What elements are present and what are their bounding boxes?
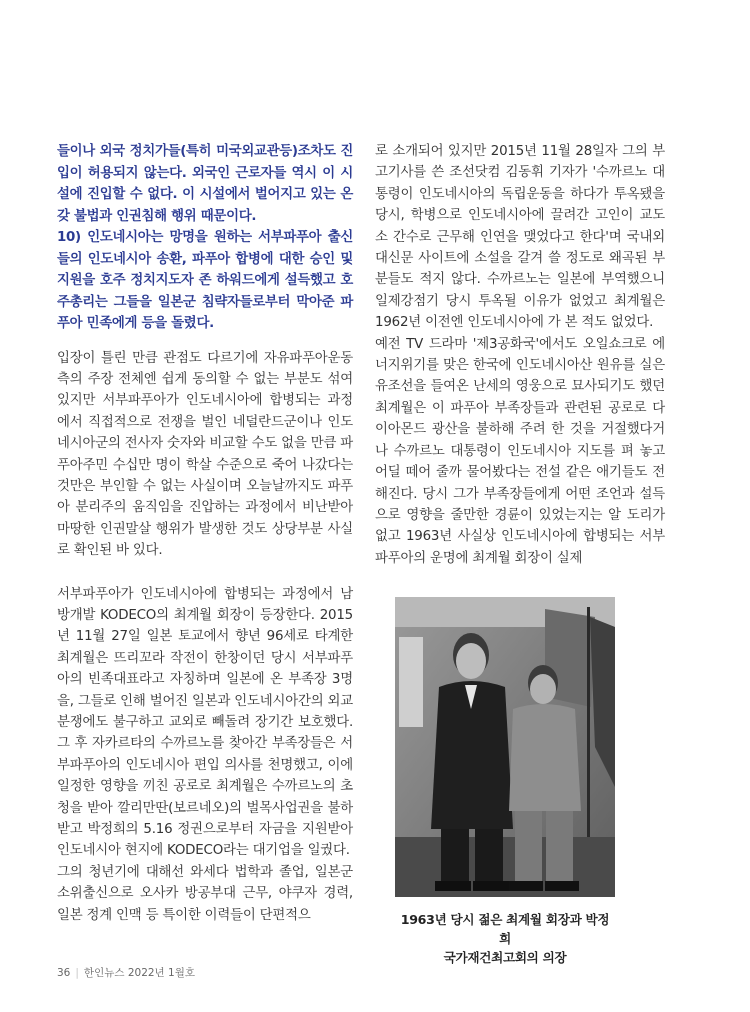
left-body-text: [57, 348, 353, 927]
photo-caption: [395, 910, 615, 967]
body-paragraph: 로 소개되어 있지만 2015년 11월 28일자 그의 부고기사를 쓴 조선닷컴 김동휘 기자가 '수까르노 대통령이 인도네시아의 독립운동을 하다가 투옥됐을 당시, 학병으로 인도네시아에 끌려간 고인이 교도소 간수로 근무해 인연을 맺었다고 한다'며 국내외대신문 사이트에 소설을 갈겨 쓸 정도로 왜곡된 부분들도 적지 않다. 수까르노는 일본에 부역했으니 일제강점기 당시 투옥될 이유가 없었고 최계월은 1962년 이전엔 인도네시아에 가 본 적도 없었다.: [375, 144, 665, 331]
caption-line: 국가재건최고회의 의장: [443, 950, 567, 965]
right-column: [375, 141, 665, 569]
highlight-paragraph: 들이나 외국 정치가들(특히 미국외교관등)조차도 진입이 허용되지 않는다. 외국인 근로자들 역시 이 시설에 진입할 수 없다. 이 시설에서 벌어지고 있는 온갖 불법과 인권침해 행위 때문이다.: [57, 144, 353, 224]
body-paragraph: 서부파푸아가 인도네시아에 합병되는 과정에서 남방개발 KODECO의 최계월 회장이 등장한다. 2015년 11월 27일 일본 토교에서 향년 96세로 타계한 최계월은 뜨리꼬라 작전이 한창이던 당시 서부파푸아의 빈족대표라고 자칭하며 일본에 온 부족장 3명을, 그들로 인해 벌어진 일본과 인도네시아간의 외교분쟁에도 불구하고 교외로 빼돌려 장기간 보호했다. 그 후 자카르타의 수까르노를 찾아간 부족장들은 서부파푸아의 인도네시아 편입 의사를 천명했고, 이에 일정한 영향을 끼친 공로로 최계월은 수까르노의 초청을 받아 깔리만딴(보르네오)의 벌목사업권을 불하받고 박정희의 5.16 정권으로부터 자금을 지원받아 인도네시아 현지에 KODECO라는 대기업을 일궜다.: [57, 586, 353, 859]
page-number: 36: [57, 967, 71, 979]
page-footer: [57, 965, 195, 980]
body-paragraph: 예전 TV 드라마 '제3공화국'에서도 오일쇼크로 에너지위기를 맞은 한국에 인도네시아산 원유를 실은 유조선을 들여온 난세의 영웅으로 묘사되기도 했던 최계월은 이 파푸아 부족장들과 관련된 공로로 다이아몬드 광산을 불하해 주려 한 것을 거절했다거나 수까르노 대통령이 인도네시아 지도를 펴 놓고 어딜 떼어 줄까 물어봤다는 전설 같은 애기들도 전해진다. 당시 그가 부족장들에게 어떤 조언과 설득으로 영향을 줄만한 경륜이 있었는지는 알 도리가 없고 1963년 사실상 인도네시아에 합병되는 서부파푸아의 운명에 최계월 회장이 실제: [375, 336, 665, 566]
highlight-paragraph: 10) 인도네시아는 망명을 원하는 서부파푸아 출신들의 인도네시아 송환, 파푸아 합병에 대한 승인 및 지원을 호주 정치지도자 존 하워드에게 설득했고 호주총리는 그들을 일본군 침략자들로부터 막아준 파푸아 민족에게 등을 돌렸다.: [57, 230, 353, 331]
highlight-block: [57, 141, 353, 335]
body-paragraph: 입장이 틀린 만큼 관점도 다르기에 자유파푸아운동 측의 주장 전체엔 쉽게 동의할 수 없는 부분도 섞여 있지만 서부파푸아가 인도네시아에 합병되는 과정에서 직접적으로 전쟁을 벌인 네덜란드군이나 인도네시아군의 전사자 숫자와 비교할 수도 없을 만큼 파푸아주민 수십만 명이 학살 수준으로 죽어 나갔다는 것만은 부인할 수 없는 사실이며 오늘날까지도 파푸아 분리주의 움직임을 진압하는 과정에서 비난받아 마땅한 인권말살 행위가 발생한 것도 상당부분 사실로 확인된 바 있다.: [57, 350, 353, 559]
body-paragraph: 그의 청년기에 대해선 와세다 법학과 졸업, 일본군 소위출신으로 오사카 방공부대 근무, 야쿠자 경력, 일본 정계 인맥 등 특이한 이력들이 단편적으: [57, 864, 353, 923]
historical-photo: [395, 597, 615, 897]
caption-line: 1963년 당시 젊은 최계월 회장과 박정희: [400, 912, 610, 946]
footer-separator: |: [75, 967, 79, 979]
publication-name: 한인뉴스 2022년 1월호: [83, 967, 195, 979]
left-column: [57, 141, 353, 926]
